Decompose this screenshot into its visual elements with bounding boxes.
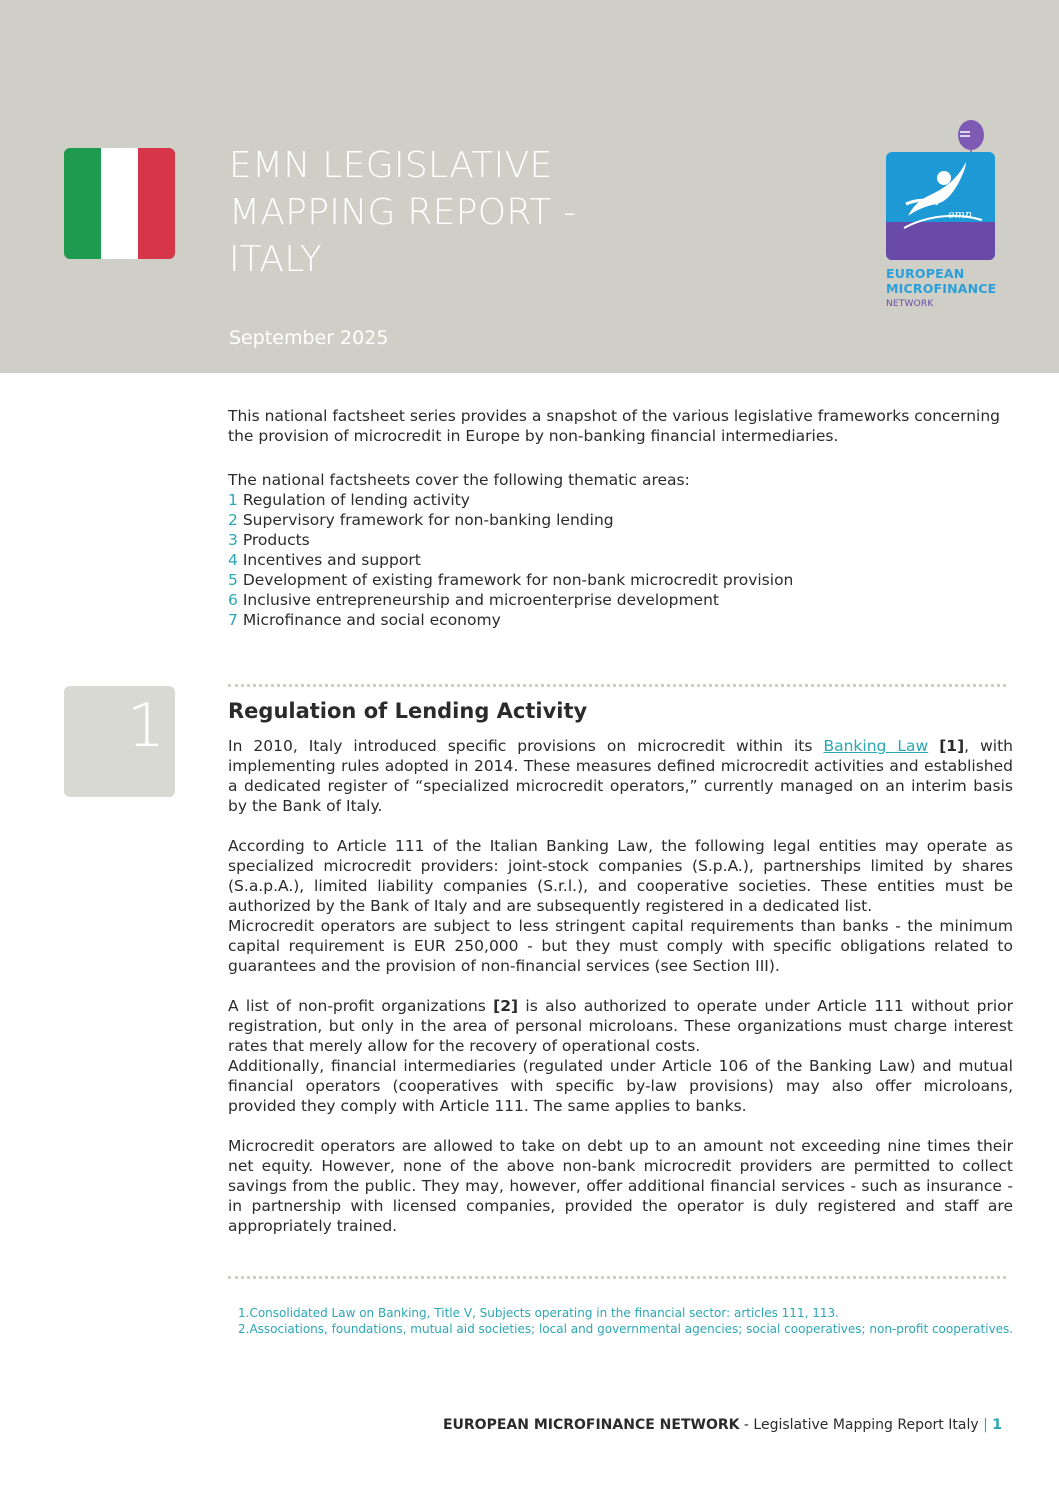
body-paragraph-4: A list of non-profit organizations [2] is also authorized to operate under Article 111 without prior registration, but only in the area of personal microloans. These organizations must charge interest rates that merely allow for the recovery of operational costs.: [228, 997, 1013, 1055]
jumping-figure-icon: [886, 152, 995, 260]
reference-2: [2]: [493, 997, 519, 1015]
body-paragraph-2: According to Article 111 of the Italian Banking Law, the following legal entities may operate as specialized microcredit providers: joint-stock companies (S.p.A.), partnerships limited by shares (S.a.p.A.), limited liability companies (S.r.l.), and cooperative societies. These entities must be authorized by the Bank of Italy and are subsequently registered in a dedicated list.: [228, 837, 1013, 915]
logo-line-3: NETWORK: [886, 299, 934, 309]
footer-separator: |: [983, 1417, 988, 1433]
section-body: [228, 736, 1013, 1236]
area-number: 1: [228, 491, 238, 509]
thematic-areas: [228, 470, 1013, 630]
area-number: 6: [228, 591, 238, 609]
emn-logo: [884, 116, 1002, 316]
title-line-1: EMN LEGISLATIVE: [229, 145, 553, 186]
list-item: [228, 570, 1013, 590]
footnotes: [238, 1305, 1013, 1337]
footnote-1: 1.Consolidated Law on Banking, Title V, Subjects operating in the financial sector: articles 111, 113.: [238, 1306, 839, 1320]
area-label: Incentives and support: [242, 551, 421, 569]
title-line-3: ITALY: [229, 239, 323, 280]
list-item: [228, 610, 1013, 630]
list-item: [228, 590, 1013, 610]
dotted-divider: [228, 684, 1006, 687]
body-paragraph-3: Microcredit operators are subject to less stringent capital requirements than banks - the minimum capital requirement is EUR 250,000 - but they must comply with specific obligations related to guarantees and the provision of non-financial services (see Section III).: [228, 917, 1013, 975]
report-date: September 2025: [229, 327, 389, 349]
logo-line-1: EUROPEAN: [886, 266, 965, 281]
footer-org: EUROPEAN MICROFINANCE NETWORK: [442, 1417, 740, 1433]
title-line-2: MAPPING REPORT -: [229, 192, 577, 233]
area-label: Supervisory framework for non-banking lending: [242, 511, 614, 529]
list-item: [228, 550, 1013, 570]
area-number: 5: [228, 571, 238, 589]
areas-list: [228, 490, 1013, 630]
body-paragraph-1: In 2010, Italy introduced specific provisions on microcredit within its Banking Law [1], with implementing rules adopted in 2014. These measures defined microcredit activities and established a dedicated register of “specialized microcredit operators,” currently managed on an interim basis by the Bank of Italy.: [228, 737, 1013, 815]
logo-mark-text: emn: [948, 208, 973, 221]
section-number: 1: [126, 691, 165, 761]
section-number-box: [64, 686, 175, 797]
body-paragraph-6: Microcredit operators are allowed to take on debt up to an amount not exceeding nine times their net equity. However, none of the above non-bank microcredit providers are permitted to collect savings from the public. They may, however, offer additional financial services - such as insurance - in partnership with licensed companies, provided the operator is duly registered and staff are appropriately trained.: [228, 1137, 1013, 1235]
area-number: 7: [228, 611, 238, 629]
footnote-2: 2.Associations, foundations, mutual aid societies; local and governmental agencies; social cooperatives; non-profit cooperatives.: [238, 1322, 1014, 1336]
area-number: 2: [228, 511, 238, 529]
intro-text: This national factsheet series provides a snapshot of the various legislative frameworks concerning the provision of microcredit in Europe by non-banking financial intermediaries.: [228, 407, 1000, 445]
dotted-divider: [228, 1276, 1006, 1279]
areas-heading: The national factsheets cover the following thematic areas:: [228, 471, 690, 489]
cover-header: [0, 0, 1059, 373]
italy-flag-icon: [64, 148, 175, 259]
report-title: [229, 142, 649, 283]
body-paragraph-5: Additionally, financial intermediaries (regulated under Article 106 of the Banking Law) and mutual financial operators (cooperatives with specific by-law provisions) may also offer microloans, provided they comply with Article 111. The same applies to banks.: [228, 1057, 1013, 1115]
logo-wordmark: [886, 266, 996, 312]
reference-1: [1]: [939, 737, 965, 755]
logo-mark: [886, 152, 995, 260]
intro-paragraph: [228, 406, 1013, 446]
banking-law-link[interactable]: Banking Law: [823, 737, 929, 755]
area-label: Development of existing framework for non-bank microcredit provision: [242, 571, 794, 589]
list-item: [228, 490, 1013, 510]
footer-doc: - Legislative Mapping Report Italy: [739, 1417, 984, 1433]
area-number: 4: [228, 551, 238, 569]
area-label: Products: [242, 531, 310, 549]
area-label: Regulation of lending activity: [242, 491, 470, 509]
balloon-string-icon: [884, 116, 1002, 156]
list-item: [228, 530, 1013, 550]
list-item: [228, 510, 1013, 530]
page-number: 1: [992, 1417, 1002, 1433]
logo-line-2: MICROFINANCE: [886, 281, 997, 296]
area-number: 3: [228, 531, 238, 549]
page-footer: [443, 1415, 1002, 1435]
section-title: Regulation of Lending Activity: [228, 699, 588, 723]
area-label: Microfinance and social economy: [242, 611, 501, 629]
area-label: Inclusive entrepreneurship and microenterprise development: [242, 591, 719, 609]
